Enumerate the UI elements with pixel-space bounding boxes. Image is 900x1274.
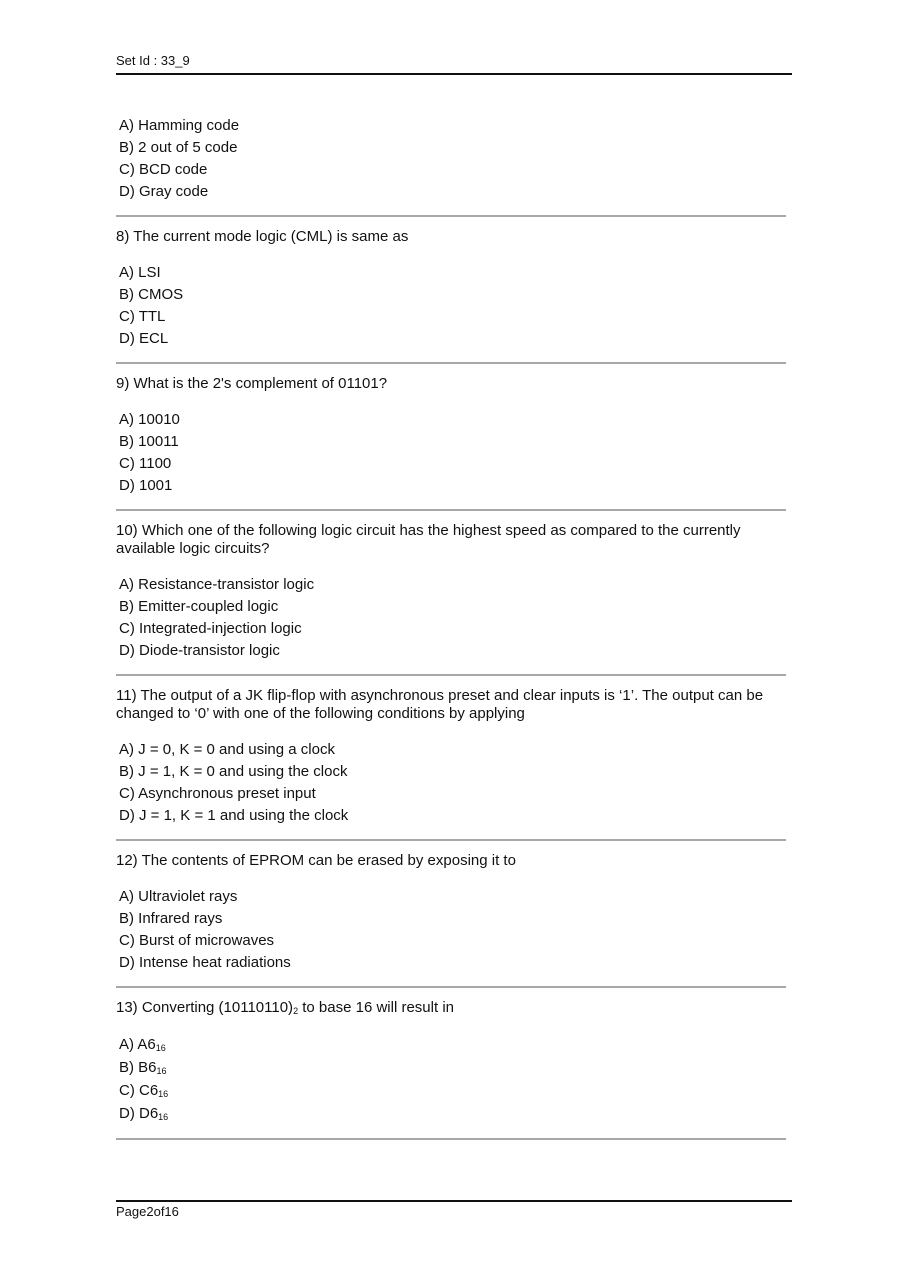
option-b: B) 10011 <box>119 433 179 450</box>
option-b: B) 2 out of 5 code <box>119 139 238 156</box>
base-subscript: 16 <box>158 1112 169 1122</box>
option-list <box>116 886 786 974</box>
option-b: B) J = 1, K = 0 and using the clock <box>119 763 348 780</box>
option-a: A) 10010 <box>119 411 180 428</box>
option-c: C) Asynchronous preset input <box>119 785 316 802</box>
option-c: C) $C6_{16}$ <box>119 1082 169 1099</box>
option-a: A) Hamming code <box>119 117 240 134</box>
option-a: A) LSI <box>119 264 161 281</box>
page-footer <box>116 1200 792 1219</box>
option-d: D) $D6_{16}$ <box>119 1105 169 1122</box>
question-text: 11) The output of a JK flip-flop with asynchronous preset and clear inputs is ‘1’. The output can be changed to ‘0’ with one of the following conditions by applying <box>116 687 764 722</box>
option-d: D) 1001 <box>119 477 173 494</box>
question-block-11 <box>116 687 786 841</box>
option-a: A) Ultraviolet rays <box>119 888 238 905</box>
option-list <box>116 262 786 350</box>
question-block-12 <box>116 852 786 988</box>
page-number: Page2of16 <box>116 1204 179 1219</box>
question-block-13 <box>116 999 786 1140</box>
base-subscript: 16 <box>156 1066 167 1076</box>
option-list <box>116 115 786 203</box>
option-b: B) Infrared rays <box>119 910 223 927</box>
option-a: A) $A6_{16}$ <box>119 1036 166 1053</box>
question-text-suffix: to base 16 will result in <box>298 999 454 1016</box>
question-text <box>116 999 786 1018</box>
base-subscript: 16 <box>155 1043 166 1053</box>
question-text: 8) The current mode logic (CML) is same as <box>116 228 409 245</box>
option-c: C) TTL <box>119 308 166 325</box>
option-d: D) Gray code <box>119 183 209 200</box>
base-subscript: 2 <box>293 1006 299 1016</box>
option-list <box>116 739 786 827</box>
option-list <box>116 1034 786 1126</box>
option-b: B) $B6_{16}$ <box>119 1059 167 1076</box>
page-header <box>116 52 792 75</box>
question-block-8 <box>116 228 786 364</box>
option-a: A) J = 0, K = 0 and using a clock <box>119 741 335 758</box>
question-text: 9) What is the 2's complement of 01101? <box>116 375 388 392</box>
option-c: C) 1100 <box>119 455 172 472</box>
question-text-prefix: 13) Converting (10110110) <box>116 999 294 1016</box>
base-subscript: 16 <box>158 1089 169 1099</box>
option-c: C) Burst of microwaves <box>119 932 275 949</box>
option-d: D) ECL <box>119 330 169 347</box>
question-block-9 <box>116 375 786 511</box>
option-b: B) Emitter-coupled logic <box>119 598 279 615</box>
option-d: D) Diode-transistor logic <box>119 642 280 659</box>
question-block-7-options <box>116 115 786 217</box>
option-d: D) Intense heat radiations <box>119 954 291 971</box>
option-list <box>116 574 786 662</box>
question-block-10 <box>116 522 786 676</box>
set-id: Set Id : 33_9 <box>116 53 190 68</box>
option-c: C) Integrated-injection logic <box>119 620 302 637</box>
option-list <box>116 409 786 497</box>
option-a: A) Resistance-transistor logic <box>119 576 315 593</box>
question-text: 10) Which one of the following logic circuit has the highest speed as compared to the currently available logic circuits? <box>116 522 741 557</box>
question-list <box>116 115 786 1151</box>
option-b: B) CMOS <box>119 286 184 303</box>
question-text: 12) The contents of EPROM can be erased by exposing it to <box>116 852 516 869</box>
option-c: C) BCD code <box>119 161 208 178</box>
option-d: D) J = 1, K = 1 and using the clock <box>119 807 349 824</box>
